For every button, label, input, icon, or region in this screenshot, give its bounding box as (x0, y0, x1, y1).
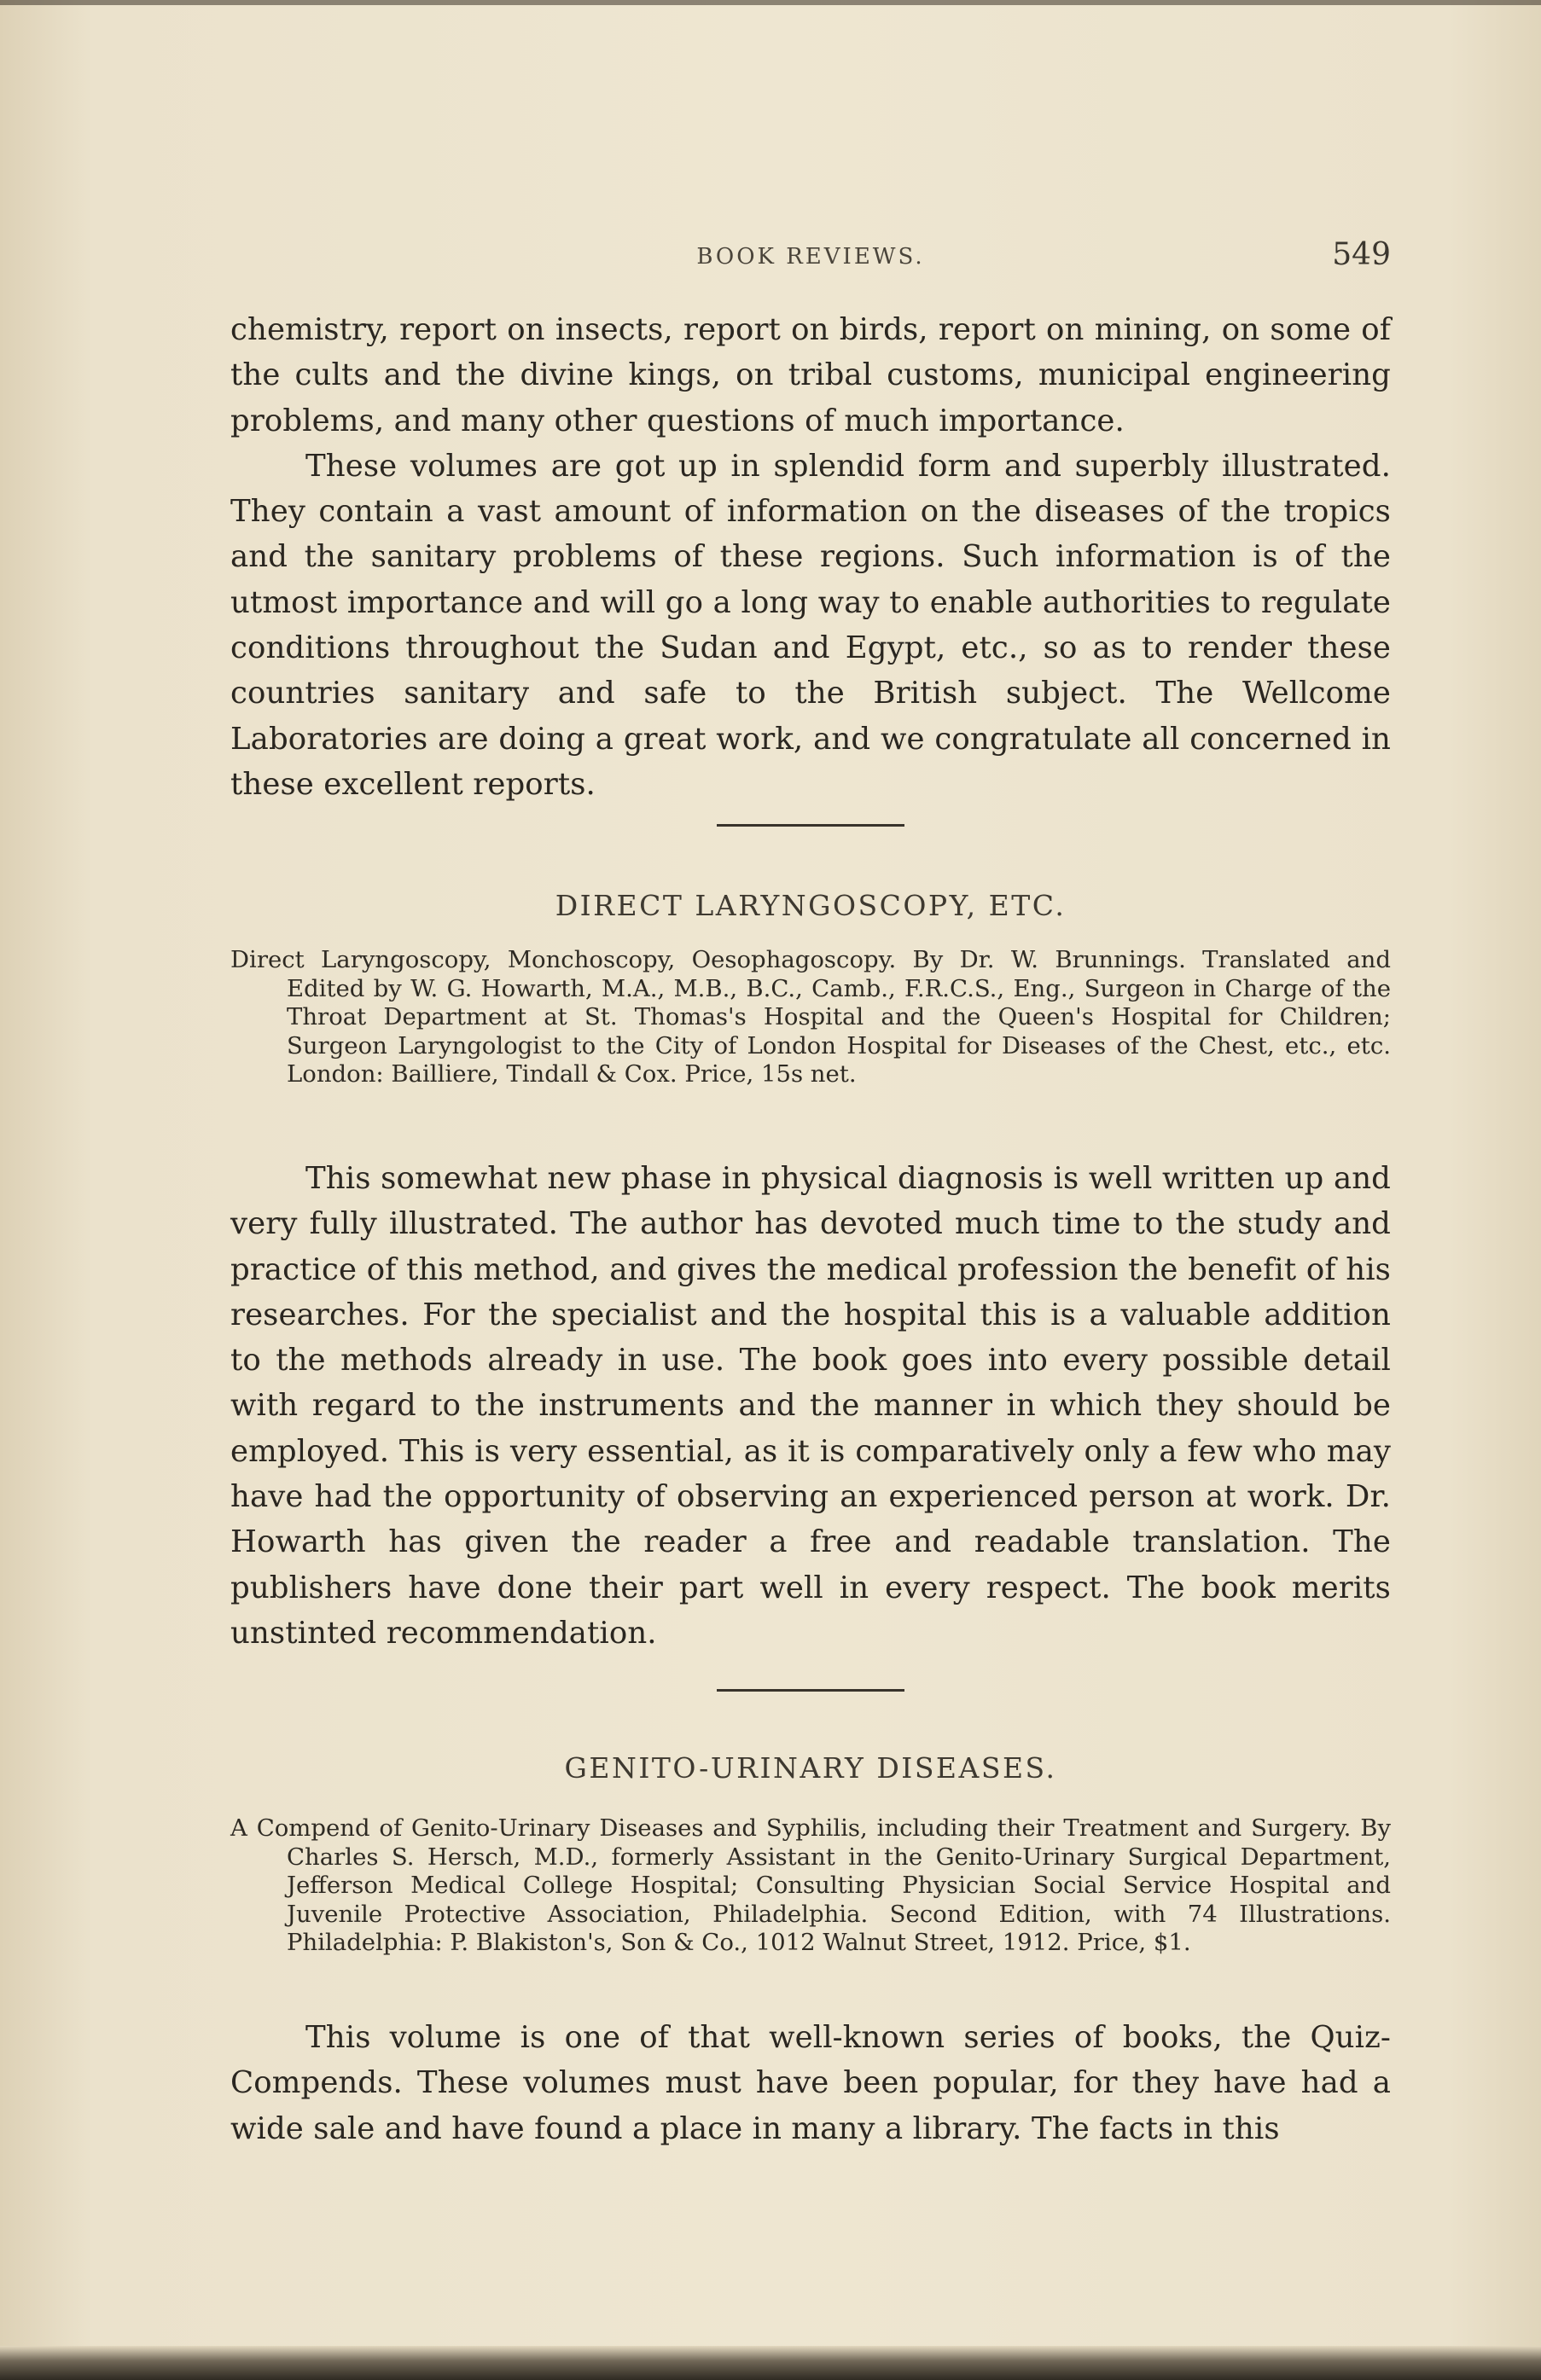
section-divider (717, 1689, 904, 1692)
review-body-genito-urinary: This volume is one of that well-known series of books, the Quiz-Compends. These volumes must have been popular, for they have had a wide sale and have found a place in many a library. The facts in this (230, 2020, 1391, 2146)
review-body-laryngoscopy: This somewhat new phase in physical diagnosis is well written up and very fully illustrated. The author has devoted much time to the study and practice of this method, and gives the medical profession the benefit of his researches. For the specialist and the hospital this is a valuable addition to the methods already in use. The book goes into every possible detail with regard to the instruments and the manner in which they should be employed. This is very essential, as it is comparatively only a few who may have had the opportunity of observing an experienced person at work. Dr. Howarth has given the reader a free and readable translation. The publishers have done their part well in every respect. The book merits unstinted recommendation. (230, 1161, 1391, 1651)
review-body-laryngoscopy-container (230, 1156, 1391, 1656)
review-body-genito-urinary-container (230, 2015, 1391, 2151)
wellcome-paragraph: These volumes are got up in splendid form and superbly illustrated. They contain a vast amount of information on the diseases of the tropics and the sanitary problems of these regions. Such information is of the utmost importance and will go a long way to enable authorities to regulate conditions throughout the Sudan and Egypt, etc., so as to render these countries sanitary and safe to the British subject. The Wellcome Laboratories are doing a great work, and we congratulate all concerned in these excellent reports. (230, 448, 1391, 802)
citation-laryngoscopy: Direct Laryngoscopy, Monchoscopy, Oesophagoscopy. By Dr. W. Brunnings. Translated and Edited by W. G. Howarth, M.A., M.B., B.C., Camb., F.R.C.S., Eng., Surgeon in Charge of the Throat Department at St. Thomas's Hospital and the Queen's Hospital for Children; Surgeon Laryngologist to the City of London Hospital for Diseases of the Chest, etc., etc. London: Bailliere, Tindall & Cox. Price, 15s net. (230, 946, 1391, 1088)
page-bottom-edge (0, 2346, 1541, 2380)
review-title-genito-urinary: GENITO-URINARY DISEASES. (564, 1751, 1057, 1785)
opening-section (230, 307, 1391, 807)
running-title: BOOK REVIEWS. (696, 244, 925, 270)
review-title-laryngoscopy: DIRECT LARYNGOSCOPY, ETC. (555, 889, 1067, 922)
continued-paragraph: chemistry, report on insects, report on birds, report on mining, on some of the cults and the divine kings, on tribal customs, municipal engineering problems, and many other questions of much importance. (230, 312, 1391, 438)
section-divider (717, 824, 904, 827)
page-number: 549 (1332, 237, 1391, 272)
running-head (230, 237, 1391, 280)
page-top-edge (0, 0, 1541, 5)
citation-genito-urinary: A Compend of Genito-Urinary Diseases and Syphilis, including their Treatment and Surgery. By Charles S. Hersch, M.D., formerly Assistant in the Genito-Urinary Surgical Department, Jefferson Medical College Hospital; Consulting Physician Social Service Hospital and Juvenile Protective Association, Philadelphia. Second Edition, with 74 Illustrations. Philadelphia: P. Blakiston's, Son & Co., 1012 Walnut Street, 1912. Price, $1. (230, 1814, 1391, 1957)
